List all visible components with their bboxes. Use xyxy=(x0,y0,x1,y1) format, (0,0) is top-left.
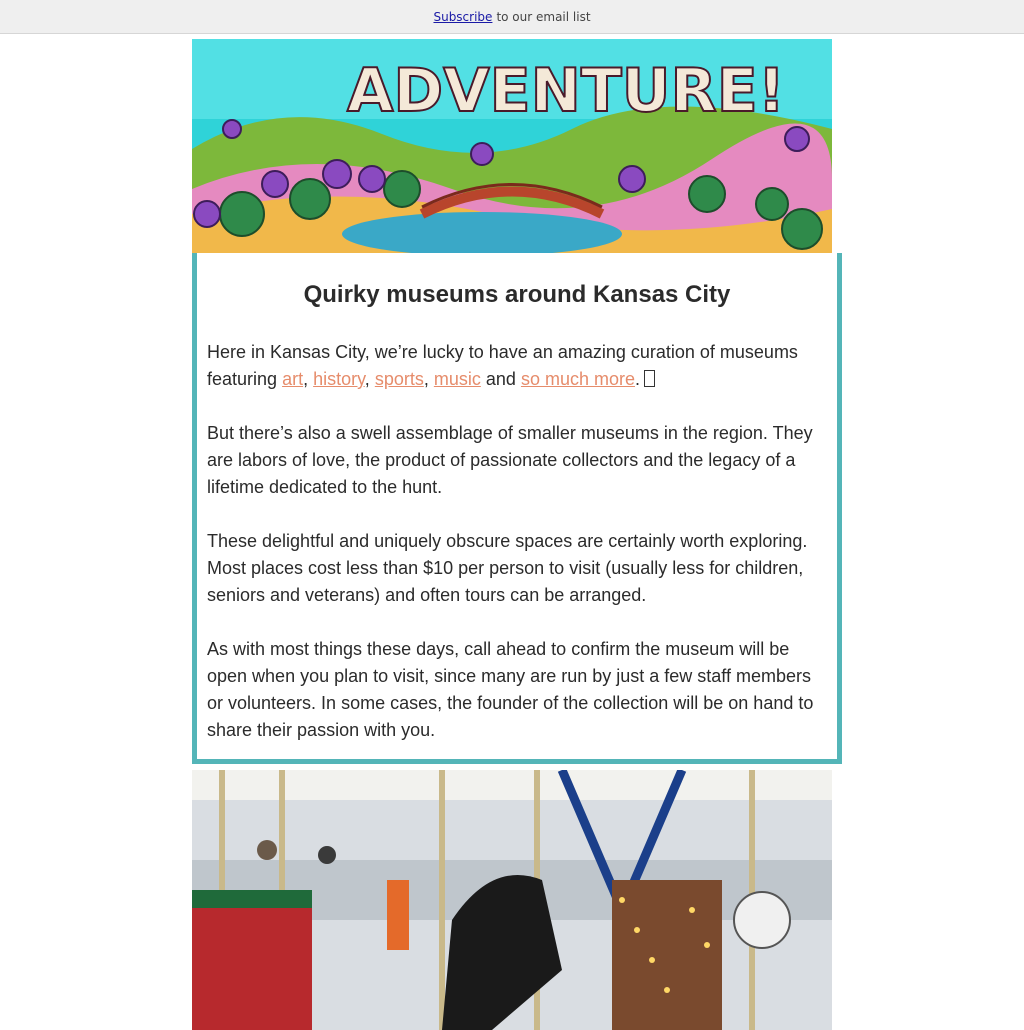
intro-and: and xyxy=(485,369,516,389)
article-title: Quirky museums around Kansas City xyxy=(303,281,731,308)
link-so-much-more[interactable]: so much more xyxy=(520,369,635,389)
paragraph-3: These delightful and uniquely obscure spaces are certainly worth exploring. Most places cost less than $10 per person to visit (usually less for children, seniors and veterans) and often tours can be arranged. xyxy=(207,531,808,605)
missing-glyph-icon xyxy=(644,370,655,387)
paragraph-4: As with most things these days, call ahead to confirm the museum will be open when you plan to visit, since many are run by just a few staff members or volunteers. In some cases, the founder of the collection will be on hand to share their passion with you. xyxy=(207,639,814,740)
subscribe-text: to our email list xyxy=(496,9,591,24)
paragraph-intro: Here in Kansas City, we’re lucky to have an amazing curation of museums featuring art, history, sports, music and so much more. xyxy=(207,342,798,389)
email-content xyxy=(192,39,832,1030)
carousel-photo xyxy=(192,770,832,1030)
link-history[interactable]: history xyxy=(313,369,365,389)
subscribe-bar xyxy=(0,0,1024,34)
intro-text: Here in Kansas City, we’re lucky to have an amazing curation of museums featuring xyxy=(207,342,798,389)
link-art[interactable]: art xyxy=(282,369,304,389)
subscribe-link[interactable]: Subscribe xyxy=(433,9,493,24)
paragraph-2: But there’s also a swell assemblage of smaller museums in the region. They are labors of love, the product of passionate collectors and the legacy of a lifetime dedicated to the hunt. xyxy=(207,423,813,497)
banner-title: ADVENTURE! xyxy=(347,56,786,126)
article-card xyxy=(192,253,842,764)
adventure-banner xyxy=(192,39,832,253)
link-music[interactable]: music xyxy=(433,369,481,389)
link-sports[interactable]: sports xyxy=(374,369,424,389)
